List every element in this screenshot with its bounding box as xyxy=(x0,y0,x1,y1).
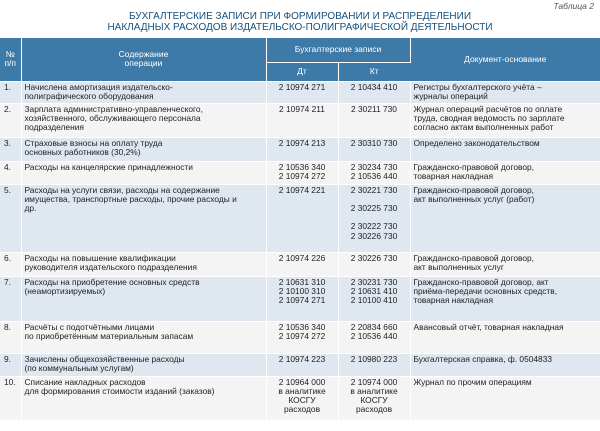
row-content: Расходы на повышение квалификации руководителя издательского подразделения xyxy=(21,252,266,276)
header-num: № п/п xyxy=(0,38,21,81)
row-number: 9. xyxy=(0,353,21,376)
row-number: 7. xyxy=(0,276,21,321)
row-document: Журнал по прочим операциям xyxy=(410,376,600,420)
row-number: 8. xyxy=(0,321,21,353)
row-number: 4. xyxy=(0,161,21,184)
table-title xyxy=(0,11,600,33)
header-debit: Дт xyxy=(266,62,338,81)
row-document: Гражданско-правовой договор, товарная накладная xyxy=(410,161,600,184)
row-credit: 2 30221 730 2 30225 730 2 30222 730 2 30226 730 xyxy=(338,184,410,252)
row-credit: 2 10980 223 xyxy=(338,353,410,376)
row-credit: 2 10974 000 в аналитике КОСГУ расходов xyxy=(338,376,410,420)
row-debit: 2 10974 213 xyxy=(266,137,338,161)
table-row xyxy=(0,103,600,137)
row-debit: 2 10631 310 2 10100 310 2 10974 271 xyxy=(266,276,338,321)
table-row xyxy=(0,321,600,353)
table-row xyxy=(0,252,600,276)
row-credit: 2 30231 730 2 10631 410 2 10100 410 xyxy=(338,276,410,321)
row-debit: 2 10974 211 xyxy=(266,103,338,137)
row-document: Гражданско-правовой договор, акт выполненных услуг xyxy=(410,252,600,276)
table-row xyxy=(0,161,600,184)
row-credit: 2 30226 730 xyxy=(338,252,410,276)
row-number: 10. xyxy=(0,376,21,420)
row-number: 1. xyxy=(0,81,21,103)
row-document: Гражданско-правовой договор, акт приёма-передачи основных средств, товарная накладная xyxy=(410,276,600,321)
row-document: Гражданско-правовой договор, акт выполненных услуг (работ) xyxy=(410,184,600,252)
row-debit: 2 10974 221 xyxy=(266,184,338,252)
row-number: 6. xyxy=(0,252,21,276)
row-content: Страховые взносы на оплату труда основных работников (30,2%) xyxy=(21,137,266,161)
row-number: 2. xyxy=(0,103,21,137)
row-debit: 2 10536 340 2 10974 272 xyxy=(266,161,338,184)
row-document: Регистры бухгалтерского учёта – журналы операций xyxy=(410,81,600,103)
row-content: Начислена амортизация издательско- полиграфического оборудования xyxy=(21,81,266,103)
row-document: Определено законодательством xyxy=(410,137,600,161)
row-content: Расчёты с подотчётными лицами по приобретённым материальным запасам xyxy=(21,321,266,353)
row-content: Расходы на услуги связи, расходы на содержание имущества, транспортные расходы, прочие расходы и др. xyxy=(21,184,266,252)
header-credit: Кт xyxy=(338,62,410,81)
row-debit: 2 10974 226 xyxy=(266,252,338,276)
header-document: Документ-основание xyxy=(410,38,600,81)
title-line-2: НАКЛАДНЫХ РАСХОДОВ ИЗДАТЕЛЬСКО-ПОЛИГРАФИЧЕСКОЙ ДЕЯТЕЛЬНОСТИ xyxy=(107,22,493,33)
row-content: Зачислены общехозяйственные расходы (по коммунальным услугам) xyxy=(21,353,266,376)
row-debit: 2 10974 223 xyxy=(266,353,338,376)
row-credit: 2 10434 410 xyxy=(338,81,410,103)
row-number: 5. xyxy=(0,184,21,252)
row-credit: 2 30234 730 2 10536 440 xyxy=(338,161,410,184)
accounting-entries-table xyxy=(0,38,600,421)
row-number: 3. xyxy=(0,137,21,161)
table-number: Таблица 2 xyxy=(553,1,594,11)
row-debit: 2 10974 271 xyxy=(266,81,338,103)
table-row xyxy=(0,376,600,420)
row-debit: 2 10964 000 в аналитике КОСГУ расходов xyxy=(266,376,338,420)
table-row xyxy=(0,137,600,161)
row-debit: 2 10536 340 2 10974 272 xyxy=(266,321,338,353)
row-document: Бухгалтерская справка, ф. 0504833 xyxy=(410,353,600,376)
table-row xyxy=(0,276,600,321)
row-credit: 2 30211 730 xyxy=(338,103,410,137)
row-credit: 2 30310 730 xyxy=(338,137,410,161)
row-document: Журнал операций расчётов по оплате труда, сводная ведомость по зарплате согласно актам выполненных работ xyxy=(410,103,600,137)
table-row xyxy=(0,353,600,376)
row-content: Зарплата административно-управленческого, хозяйственного, обслуживающего персонала подразделения xyxy=(21,103,266,137)
row-document: Авансовый отчёт, товарная накладная xyxy=(410,321,600,353)
row-content: Списание накладных расходов для формирования стоимости изданий (заказов) xyxy=(21,376,266,420)
table-row xyxy=(0,184,600,252)
title-line-1: БУХГАЛТЕРСКИЕ ЗАПИСИ ПРИ ФОРМИРОВАНИИ И РАСПРЕДЕЛЕНИИ xyxy=(128,11,472,22)
row-content: Расходы на канцелярские принадлежности xyxy=(21,161,266,184)
row-content: Расходы на приобретение основных средств (неамортизируемых) xyxy=(21,276,266,321)
table-row xyxy=(0,81,600,103)
header-content: Содержание операции xyxy=(21,38,266,81)
header-entries: Бухгалтерские записи xyxy=(266,38,410,62)
row-credit: 2 20834 660 2 10536 440 xyxy=(338,321,410,353)
